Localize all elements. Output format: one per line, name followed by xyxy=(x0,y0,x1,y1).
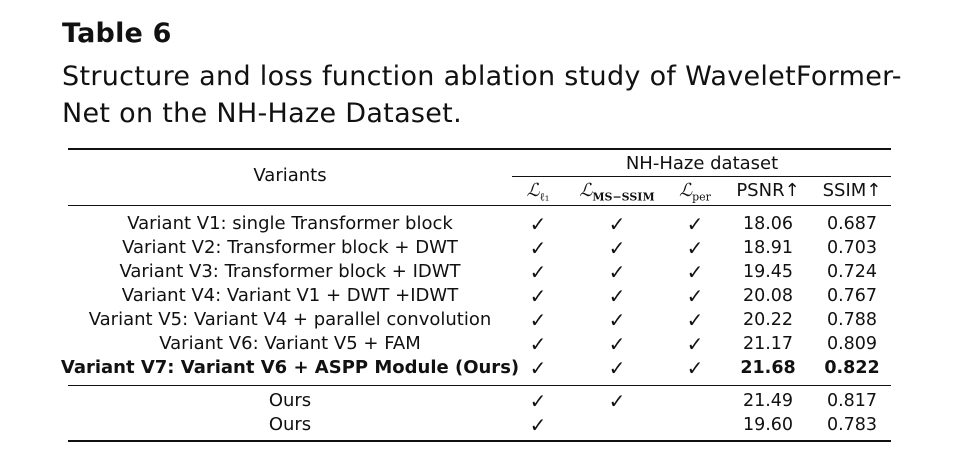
psnr-value: 19.60 xyxy=(742,415,794,435)
check-per: ✓ xyxy=(686,356,704,380)
check-msssim: ✓ xyxy=(608,260,626,284)
variant-name: Variant V5: Variant V4 + parallel convolution xyxy=(88,309,492,330)
check-l1: ✓ xyxy=(529,413,547,437)
header-loss-l1: ℒ$_{\ell_1}$ xyxy=(526,180,550,204)
ssim-value: 0.788 xyxy=(826,310,878,330)
psnr-value: 18.91 xyxy=(742,238,794,258)
header-variants: Variants xyxy=(253,165,327,186)
check-l1: ✓ xyxy=(529,356,547,380)
check-msssim: ✓ xyxy=(608,332,626,356)
header-loss-msssim: ℒ$_{MS-SSIM}$ xyxy=(579,180,655,204)
check-per: ✓ xyxy=(686,260,704,284)
check-msssim: ✓ xyxy=(608,389,626,413)
check-per: ✓ xyxy=(686,308,704,332)
header-ssim: SSIM↑ xyxy=(822,180,882,201)
check-l1: ✓ xyxy=(529,389,547,413)
check-per: ✓ xyxy=(686,212,704,236)
variant-name: Variant V2: Transformer block + DWT xyxy=(122,237,458,258)
ssim-value: 0.809 xyxy=(826,334,878,354)
check-l1: ✓ xyxy=(529,212,547,236)
header-loss-per: ℒ$_{per}$ xyxy=(679,180,711,204)
psnr-value: 21.17 xyxy=(742,334,794,354)
check-msssim: ✓ xyxy=(608,308,626,332)
check-l1: ✓ xyxy=(529,332,547,356)
table-caption: Structure and loss function ablation study of WaveletFormer-Net on the NH-Haze Dataset. xyxy=(62,61,902,129)
variant-name: Variant V4: Variant V1 + DWT +IDWT xyxy=(121,285,459,306)
check-msssim: ✓ xyxy=(608,284,626,308)
header-dataset: NH-Haze dataset xyxy=(625,153,779,174)
ssim-value: 0.817 xyxy=(826,391,878,411)
top-rule xyxy=(68,148,891,150)
variant-name: Variant V6: Variant V5 + FAM xyxy=(159,333,421,354)
check-per: ✓ xyxy=(686,284,704,308)
ssim-value: 0.822 xyxy=(824,358,880,378)
check-l1: ✓ xyxy=(529,308,547,332)
check-per: ✓ xyxy=(686,332,704,356)
ssim-value: 0.687 xyxy=(826,214,878,234)
variant-name: Ours xyxy=(268,414,312,435)
bottom-rule xyxy=(68,440,891,442)
psnr-value: 21.68 xyxy=(740,358,796,378)
variant-name: Variant V1: single Transformer block xyxy=(127,213,453,234)
psnr-value: 19.45 xyxy=(742,262,794,282)
check-per: ✓ xyxy=(686,236,704,260)
variant-name: Ours xyxy=(268,390,312,411)
psnr-value: 20.08 xyxy=(742,286,794,306)
header-psnr: PSNR↑ xyxy=(736,180,800,201)
variant-name: Variant V3: Transformer block + IDWT xyxy=(119,261,461,282)
ssim-value: 0.703 xyxy=(826,238,878,258)
psnr-value: 21.49 xyxy=(742,391,794,411)
psnr-value: 20.22 xyxy=(742,310,794,330)
check-msssim: ✓ xyxy=(608,212,626,236)
check-l1: ✓ xyxy=(529,260,547,284)
dataset-underline xyxy=(512,176,891,177)
ssim-value: 0.783 xyxy=(826,415,878,435)
ssim-value: 0.767 xyxy=(826,286,878,306)
header-rule xyxy=(68,205,891,206)
check-l1: ✓ xyxy=(529,284,547,308)
check-msssim: ✓ xyxy=(608,236,626,260)
ssim-value: 0.724 xyxy=(826,262,878,282)
psnr-value: 18.06 xyxy=(742,214,794,234)
table-label: Table 6 xyxy=(62,18,172,49)
check-msssim: ✓ xyxy=(608,356,626,380)
variant-name: Variant V7: Variant V6 + ASPP Module (Ours) xyxy=(60,357,520,378)
check-l1: ✓ xyxy=(529,236,547,260)
section-rule xyxy=(68,385,891,386)
